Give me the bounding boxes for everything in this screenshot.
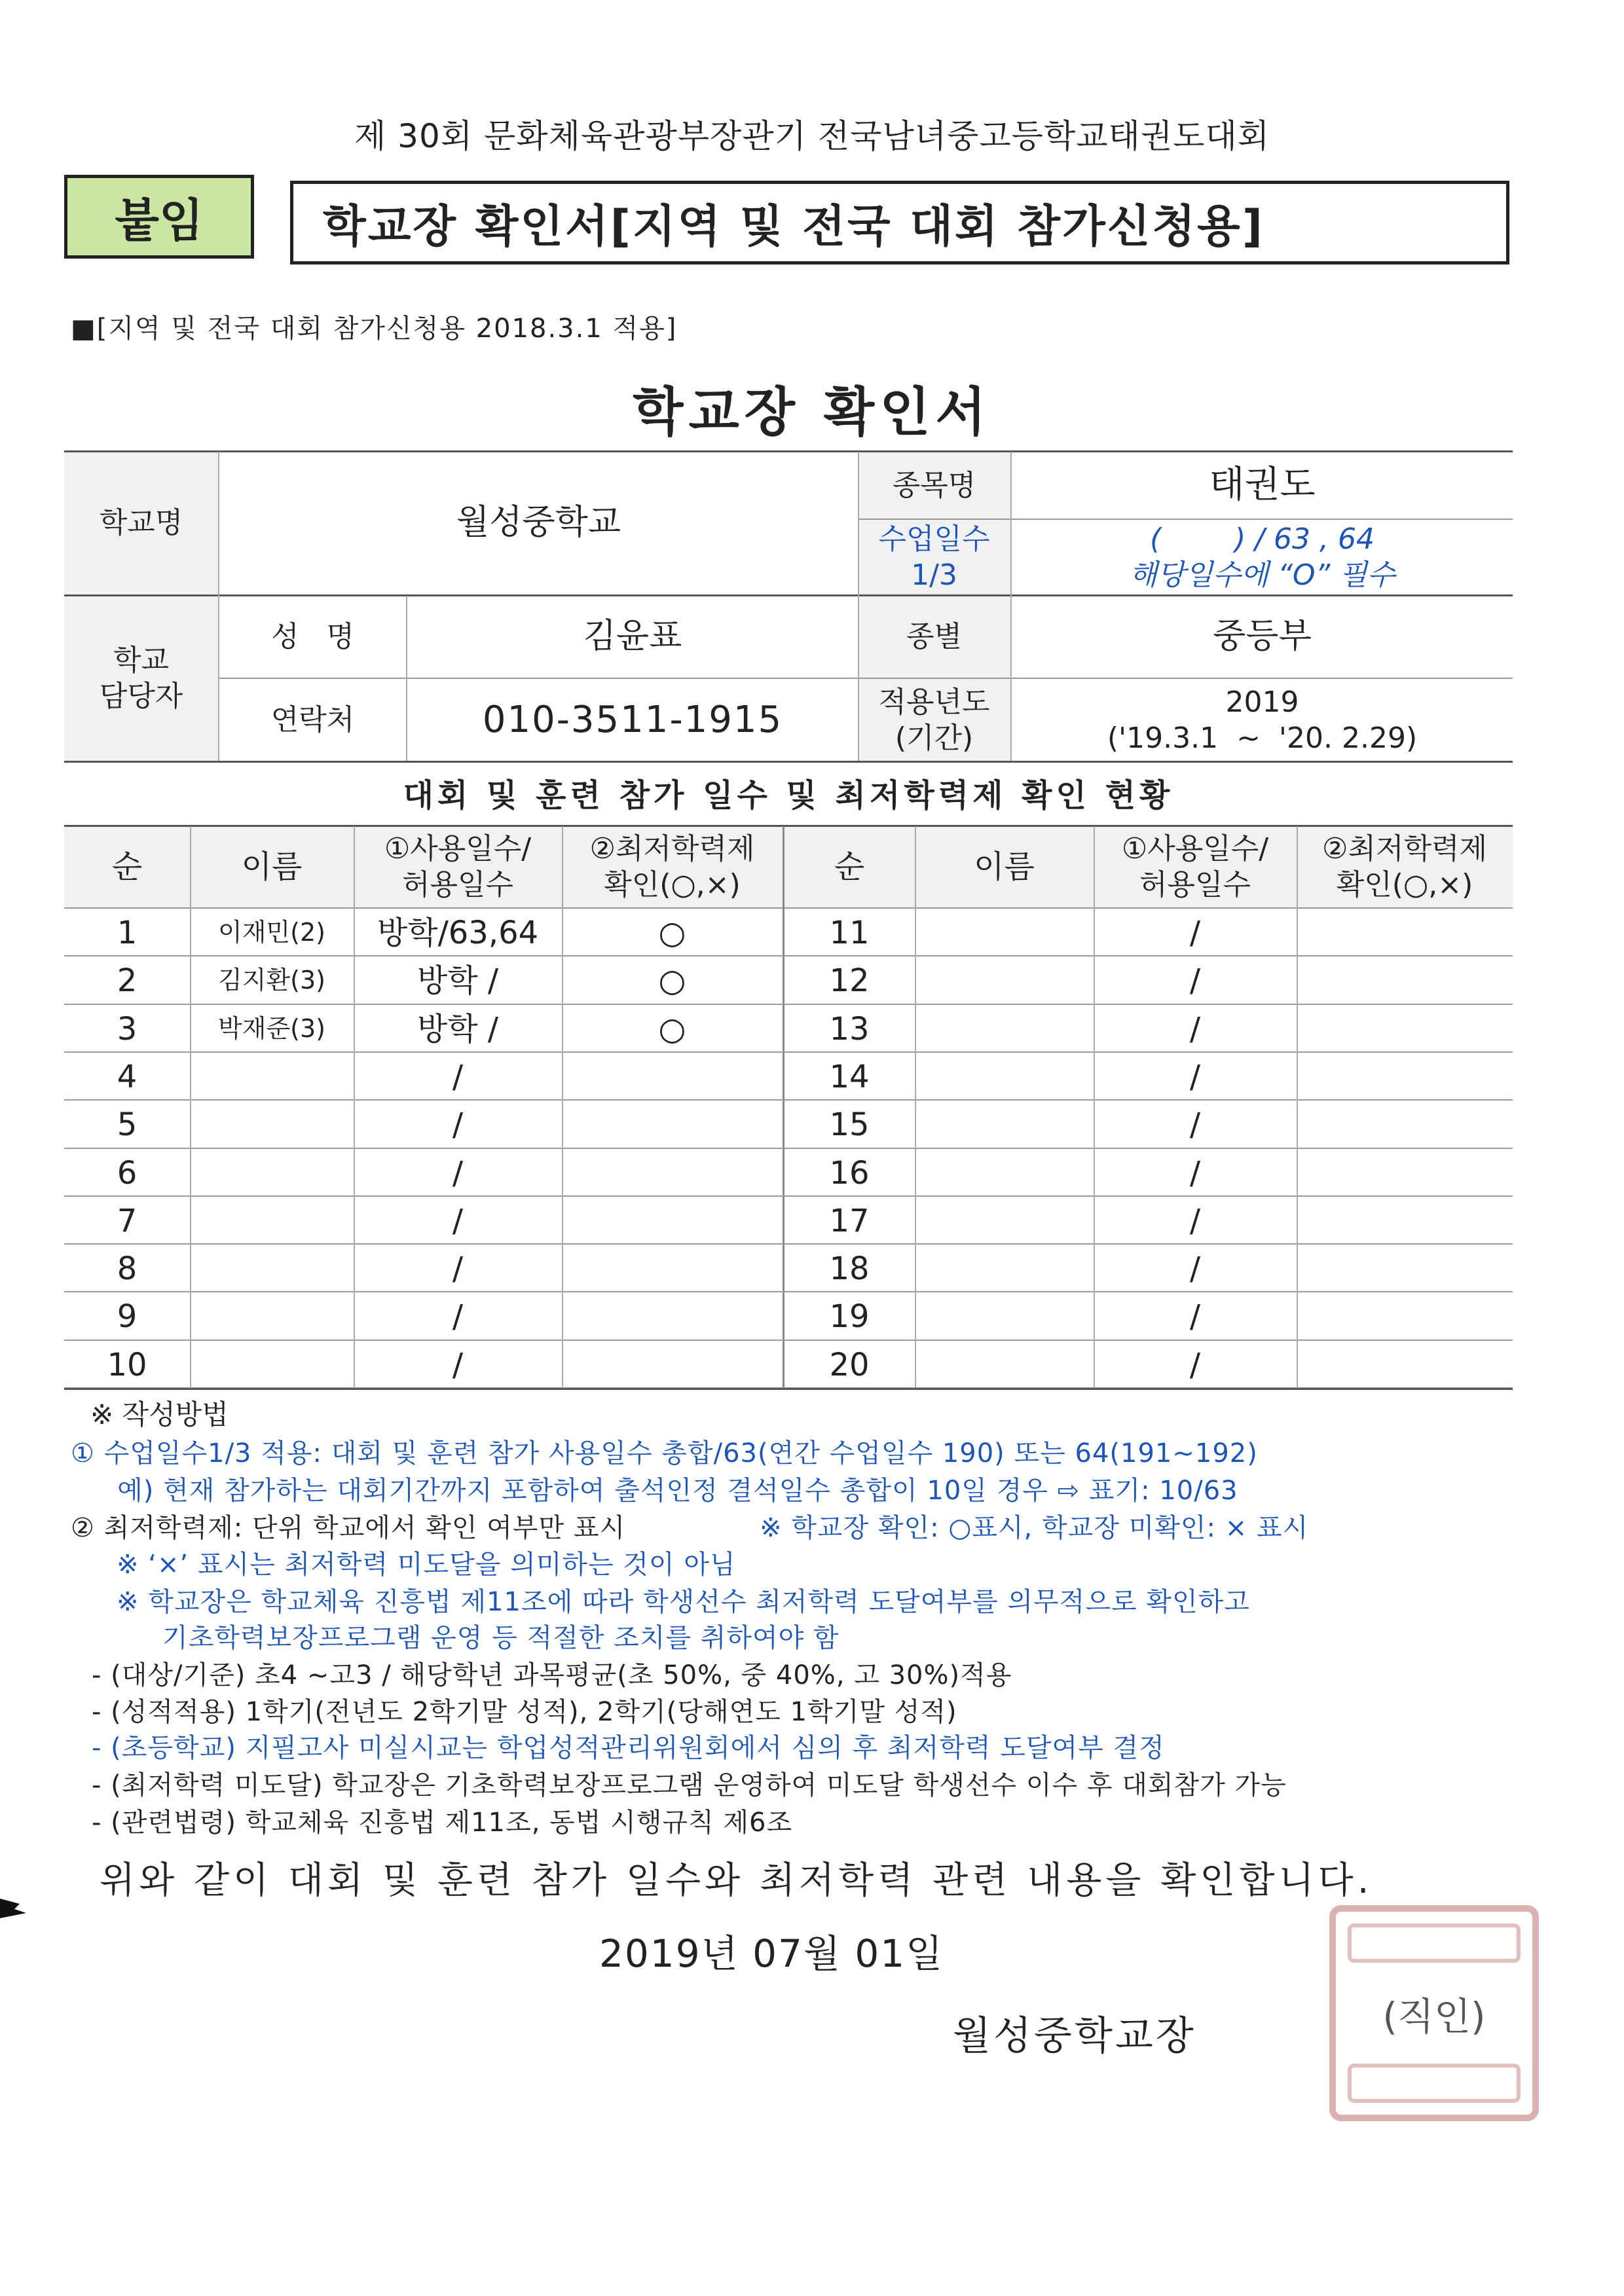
table-bottom-border [64,1388,1513,1390]
class-days-value [1012,520,1513,594]
note-line: - (초등학교) 지필고사 미실시교는 학업성적관리위원회에서 심의 후 최저학력 도달여부 결정 [92,1733,1165,1763]
notes-title: ※ 작성방법 [90,1398,229,1430]
cell-check [562,1245,783,1292]
cell-no: 3 [117,1010,138,1048]
cell-check [1297,1053,1513,1101]
cell-name [915,1197,1094,1245]
document-date: 2019년 07월 01일 [599,1931,944,1976]
cell-name [190,1197,354,1245]
cell-no: 2 [117,962,138,999]
note-line: 기초학력보장프로그램 운영 등 적절한 조치를 취하여야 함 [162,1623,840,1653]
period-label [858,679,1010,761]
cell-days: / [1189,1106,1201,1143]
cell-name [190,1101,354,1148]
cell-days: / [1189,1202,1201,1239]
header-days-right-line1: ①사용일수/ [1121,832,1269,866]
table-title: 대회 및 훈련 참가 일수 및 최저학력제 확인 현황 [403,777,1174,814]
header-days-right [1094,826,1297,907]
cell-check [1297,1101,1513,1148]
cell-check: ○ [658,914,686,951]
cell-days: / [1189,1346,1201,1383]
cell-check [1297,957,1513,1004]
name-label: 성 명 [271,620,354,653]
header-days-left [354,826,562,907]
cell-days: / [1189,962,1201,999]
cell-days: 방학 / [416,962,499,999]
class-days-label-line1: 수업일수 [878,522,990,556]
cell-days: / [1189,1010,1201,1048]
name-value: 김윤표 [583,617,682,656]
cell-check [1297,1341,1513,1389]
cell-check [562,1341,783,1389]
class-days-note: 해당일수에 “O” 필수 [1129,558,1395,592]
header-acad-right-line1: ②최저학력제 [1322,832,1487,866]
cell-days: 방학/63,64 [377,914,539,951]
cell-name [915,1341,1094,1389]
cell-name [190,1149,354,1197]
cell-no: 10 [107,1346,147,1383]
cell-no: 9 [117,1298,138,1335]
header-days-left-line2: 허용일수 [401,868,513,902]
cell-days: / [1189,1154,1201,1192]
cell-no: 8 [117,1250,138,1287]
class-days-fraction: ( ) / 63 , 64 [1150,522,1375,556]
period-range: ('19.3.1 ~ '20. 2.29) [1107,721,1418,755]
cell-no: 11 [829,914,870,951]
category-value: 중등부 [1213,617,1312,656]
staff-label [64,596,218,761]
official-seal [1329,1905,1539,2121]
column-divider [1094,826,1095,1389]
category-label: 종별 [906,620,962,653]
cell-days: / [1189,1298,1201,1335]
seal-text: (직인) [1382,1994,1486,2039]
form-title: 학교장 확인서 [633,382,991,443]
note-line: 예) 현재 참가하는 대회기간까지 포함하여 출석인정 결석일수 총합이 10일 경우 ⇨ 표기: 10/63 [90,1476,1238,1506]
column-divider [562,826,563,1389]
header-acad-left [562,826,783,907]
cell-name [915,909,1094,957]
cell-no: 20 [829,1346,870,1383]
header-name-right: 이름 [974,848,1035,885]
note-line: ※ ‘×’ 표시는 최저학력 미도달을 의미하는 것이 아님 [117,1550,736,1580]
cell-no: 19 [829,1298,870,1335]
header-acad-left-line1: ②최저학력제 [589,832,755,866]
cell-days: / [1189,914,1201,951]
cell-name: 이재민(2) [218,917,325,947]
cell-name [190,1245,354,1292]
cell-name [190,1341,354,1389]
cell-check [562,1292,783,1340]
cell-name: 김지환(3) [218,965,325,994]
header-acad-left-line2: 확인(○,×) [604,868,741,902]
header-name-left: 이름 [241,848,303,885]
cell-check [1297,909,1513,957]
note-line: - (대상/기준) 초4 ~고3 / 해당학년 과목평균(초 50%, 중 40%, 고 30%)적용 [92,1660,1012,1690]
cell-name [915,957,1094,1004]
column-divider [354,826,355,1389]
sport-value: 태권도 [1209,464,1316,506]
note-line: ※ 학교장 확인: ○표시, 학교장 미확인: × 표시 [760,1513,1309,1543]
period-label-line2: (기간) [895,721,974,755]
header-no-right: 순 [834,848,865,885]
cell-days: / [452,1058,464,1095]
cell-no: 17 [829,1202,870,1239]
staff-label-line2: 담당자 [99,680,183,713]
cell-no: 7 [117,1202,138,1239]
note-line: - (관련법령) 학교체육 진흥법 제11조, 동법 시행규칙 제6조 [92,1808,793,1838]
column-divider [190,826,191,1389]
cell-days: / [452,1346,464,1383]
cell-days: / [1189,1250,1201,1287]
cell-days: / [452,1202,464,1239]
cell-name [190,1292,354,1340]
class-days-label [858,520,1010,594]
cell-check [1297,1245,1513,1292]
header-no-left: 순 [111,848,143,885]
sport-label: 종목명 [892,468,976,502]
cell-no: 18 [829,1250,870,1287]
cell-name [915,1292,1094,1340]
cell-check [1297,1292,1513,1340]
cell-name [915,1245,1094,1292]
cell-days: 방학 / [416,1010,499,1048]
cell-no: 16 [829,1154,870,1192]
cell-check [562,1197,783,1245]
cell-name [915,1005,1094,1053]
header-acad-right [1297,826,1513,907]
column-divider [915,826,916,1389]
period-value [1012,679,1513,761]
header-days-right-line2: 허용일수 [1139,868,1251,902]
cell-days: / [1189,1058,1201,1095]
period-year: 2019 [1225,685,1299,719]
cell-no: 12 [829,962,870,999]
column-divider [1297,826,1298,1389]
note-line: ※ 학교장은 학교체육 진흥법 제11조에 따라 학생선수 최저학력 도달여부를 의무적으로 확인하고 [117,1587,1250,1617]
contact-value: 010-3511-1915 [482,698,783,741]
scan-mark-icon [0,1886,33,1925]
cell-check [562,1053,783,1101]
school-name-value: 월성중학교 [456,503,621,542]
cell-no: 5 [117,1106,138,1143]
cell-check: ○ [658,962,686,999]
closing-statement: 위와 같이 대회 및 훈련 참가 일수와 최저학력 관련 내용을 확인합니다. [100,1859,1373,1902]
cell-check [562,1149,783,1197]
cell-check [1297,1197,1513,1245]
cell-days: / [452,1298,464,1335]
cell-check: ○ [658,1010,686,1048]
cell-days: / [452,1106,464,1143]
cell-days: / [452,1154,464,1192]
cell-check [562,1101,783,1148]
cell-no: 14 [829,1058,870,1095]
note-line: ② 최저학력제: 단위 학교에서 확인 여부만 표시 [71,1513,626,1543]
cell-no: 4 [117,1058,138,1095]
note-line: - (최저학력 미도달) 학교장은 기초학력보장프로그램 운영하여 미도달 학생선수 이수 후 대회참가 가능 [92,1770,1287,1800]
header-acad-right-line2: 확인(○,×) [1336,868,1473,902]
cell-no: 1 [117,914,138,951]
cell-no: 15 [829,1106,870,1143]
cell-check [1297,1149,1513,1197]
event-title: 제 30회 문화체육관광부장관기 전국남녀중고등학교태권도대회 [354,117,1270,155]
contact-label: 연락처 [270,703,355,737]
header-days-left-line1: ①사용일수/ [384,832,532,866]
cell-name: 박재준(3) [218,1013,325,1043]
period-label-line1: 적용년도 [878,685,990,719]
class-days-label-line2: 1/3 [911,558,957,592]
principal-title: 월성중학교장 [953,2013,1196,2059]
staff-label-line1: 학교 [113,644,169,677]
cell-check [1297,1005,1513,1053]
document-title: 학교장 확인서[지역 및 전국 대회 참가신청용] [290,181,1509,264]
school-name-label: 학교명 [99,506,183,539]
cell-name [915,1101,1094,1148]
cell-name [915,1053,1094,1101]
note-line: - (성적적용) 1학기(전년도 2학기말 성적), 2학기(당해연도 1학기말 성적) [92,1697,957,1727]
attachment-badge: 붙임 [64,175,254,259]
cell-no: 6 [117,1154,138,1192]
cell-name [190,1053,354,1101]
cell-name [915,1149,1094,1197]
note-line: ① 수업일수1/3 적용: 대회 및 훈련 참가 사용일수 총합/63(연간 수업일수 190) 또는 64(191~192) [71,1438,1258,1468]
cell-no: 13 [829,1010,870,1048]
usage-note: ■[지역 및 전국 대회 참가신청용 2018.3.1 적용] [71,314,678,344]
cell-days: / [452,1250,464,1287]
